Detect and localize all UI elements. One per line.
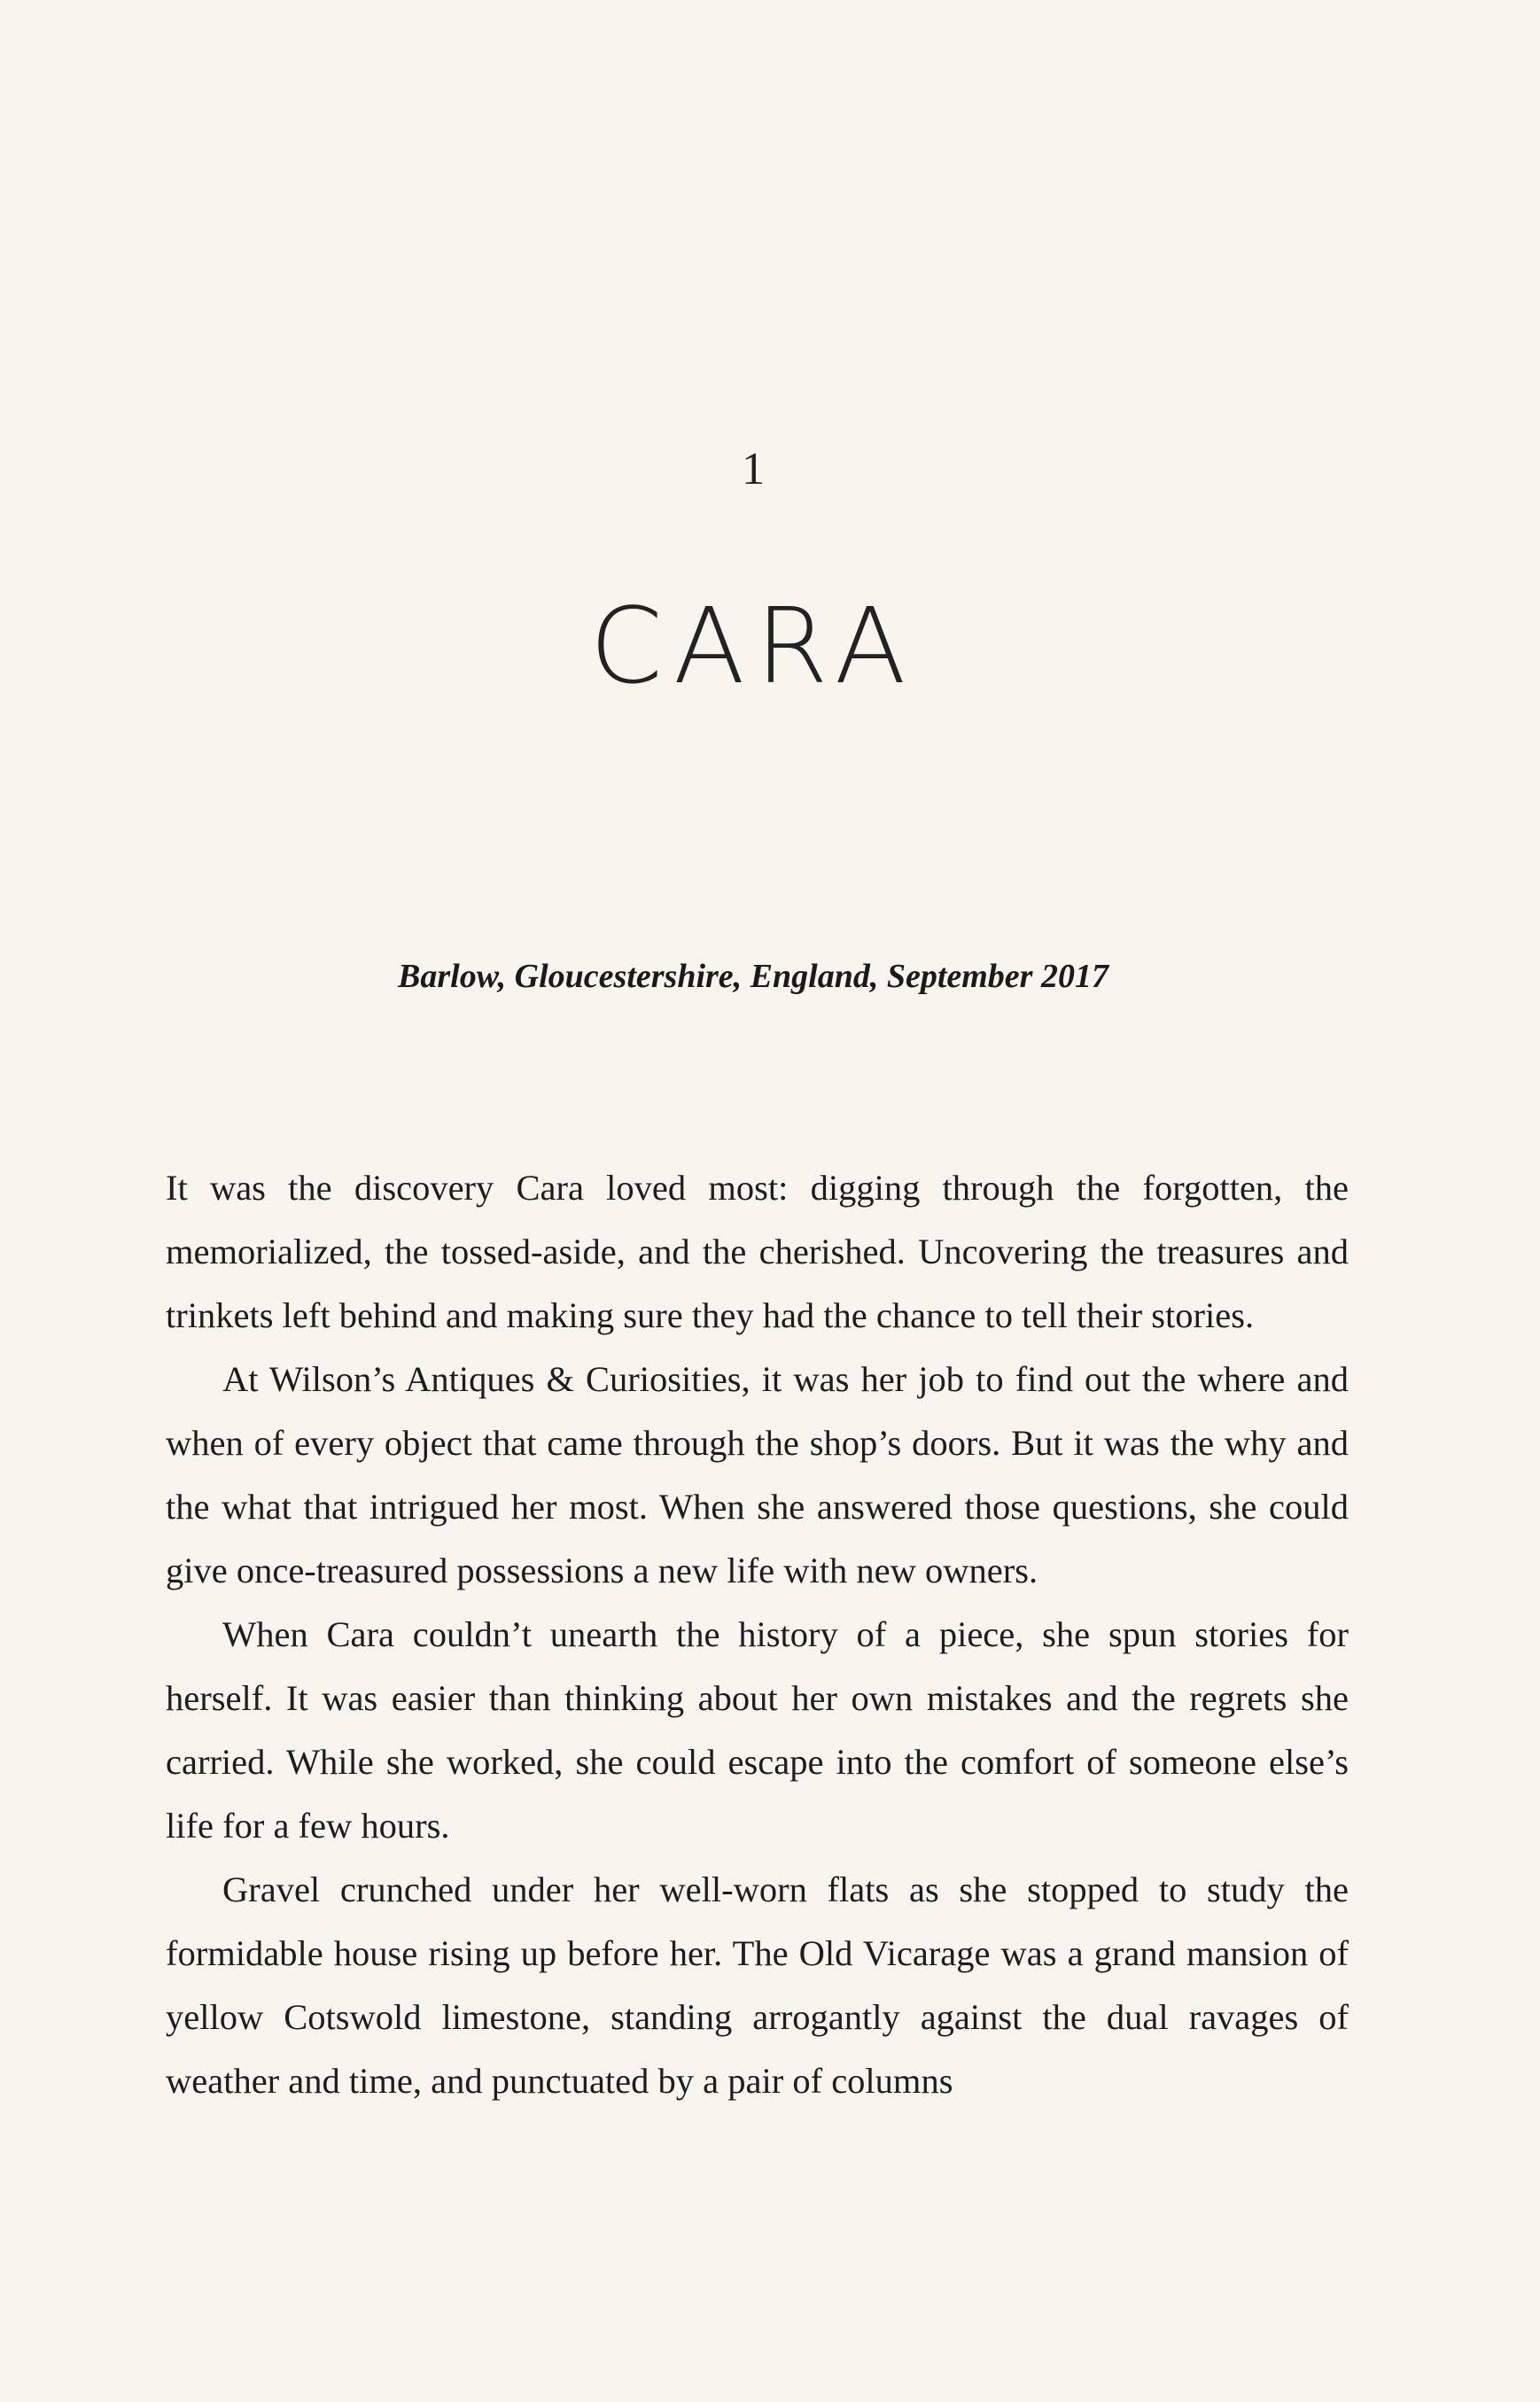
body-paragraph: At Wilson’s Antiques & Curiosities, it was her job to find out the where and when of every object that came through the shop’s doors. But it was the why and the what that intrigued her most. When she answered those questions, she could give once-treasured possessions a new life with new owners. [166,1359,1349,1590]
chapter-dateline: Barlow, Gloucestershire, England, September 2017 [398,958,1108,995]
body-paragraph: It was the discovery Cara loved most: digging through the forgotten, the memorialized, the tossed-aside, and the cherished. Uncovering the treasures and trinkets left behind and making sure they had the chance to tell their stories. [166,1168,1349,1335]
body-paragraph: When Cara couldn’t unearth the history of a piece, she spun stories for herself. It was easier than thinking about her own mistakes and the regrets she carried. While she worked, she could escape into the comfort of someone else’s life for a few hours. [166,1614,1349,1846]
chapter-title: CARA [589,585,917,707]
chapter-body [166,1156,1349,2113]
body-paragraph: Gravel crunched under her well-worn flats as she stopped to study the formidable house rising up before her. The Old Vicarage was a grand mansion of yellow Cotswold limestone, standing arrogantly against the dual ravages of weather and time, and punctuated by a pair of columns [166,1870,1349,2101]
chapter-number: 1 [742,444,765,494]
